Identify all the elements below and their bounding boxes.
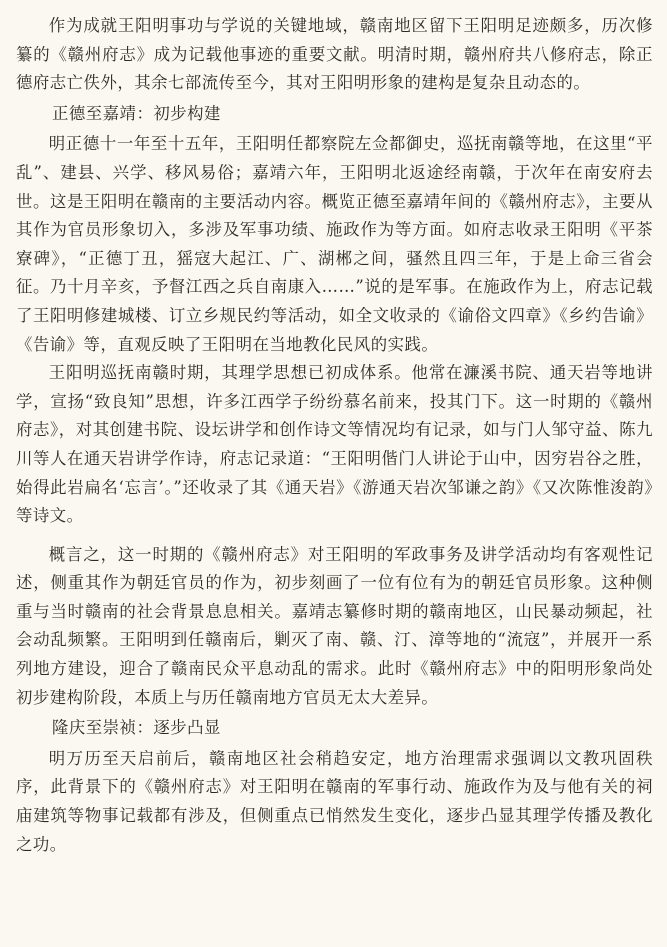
section-heading-longqing-chongzhen: 隆庆至崇祯：逐步凸显 <box>52 718 221 738</box>
paragraph-gap <box>16 531 653 541</box>
paragraph-summary: 概言之，这一时期的《赣州府志》对王阳明的军政事务及讲学活动均有客观性记述，侧重其作为朝廷官员的作为，初步刻画了一位有位有为的朝廷官员形象。这种侧重与当时赣南的社会背景息息相关。嘉靖志纂修时期的赣南地区，山民暴动频起，社会动乱频繁。王阳明到任赣南后，剿灭了南、赣、汀、漳等地的“流寇”，并展开一系列地方建设，迎合了赣南民众平息动乱的需求。此时《赣州府志》中的阳明形象尚处初步建构阶段，本质上与历任赣南地方官员无太大差异。 <box>16 544 653 707</box>
paragraph-lecturing: 王阳明巡抚南赣时期，其理学思想已初成体系。他常在濂溪书院、通天岩等地讲学，宣扬“致良知”思想，许多江西学子纷纷慕名前来，投其门下。这一时期的《赣州府志》，对其创建书院、设坛讲学和创作诗文等情况均有记录，如与门人邹守益、陈九川等人在通天岩讲学作诗，府志记录道：“王阳明偕门人讲论于山中，因穷岩谷之胜，始得此岩扁名‘忘言’。”还收录了其《通天岩》《游通天岩次邹谦之韵》《又次陈惟浚韵》等诗文。 <box>16 363 653 526</box>
section-heading-zhengde-jiajing: 正德至嘉靖：初步构建 <box>52 103 221 123</box>
paragraph-military-governance: 明正德十一年至十五年，王阳明任都察院左佥都御史，巡抚南赣等地，在这里“平乱”、建县、兴学、移风易俗；嘉靖六年，王阳明北返途经南赣，于次年在南安府去世。这是王阳明在赣南的主要活动内容。概览正德至嘉靖年间的《赣州府志》，主要从其作为官员形象切入，多涉及军事功绩、施政作为等方面。如府志收录王阳明《平茶寮碑》，“正德丁丑，猺寇大起江、广、湖郴之间，骚然且四三年，于是上命三省会征。乃十月辛亥，予督江西之兵自南康入……”说的是军事。在施政作为上，府志记载了王阳明修建城楼、订立乡规民约等活动，如全文收录的《谕俗文四章》《乡约告谕》《告谕》等，直观反映了王阳明在当地教化民风的实践。 <box>16 134 653 354</box>
intro-paragraph: 作为成就王阳明事功与学说的关键地域，赣南地区留下王阳明足迹颇多，历次修纂的《赣州府志》成为记载他事迹的重要文献。明清时期，赣州府共八修府志，除正德府志亡佚外，其余七部流传至今，其对王阳明形象的建构是复杂且动态的。 <box>16 16 653 93</box>
paragraph-wanli-tianqi: 明万历至天启前后，赣南地区社会稍趋安定，地方治理需求强调以文教巩固秩序，此背景下的《赣州府志》对王阳明在赣南的军事行动、施政作为及与他有关的祠庙建筑等物事记载都有涉及，但侧重点已悄然发生变化，逐步凸显其理学传播及教化之功。 <box>16 748 653 854</box>
